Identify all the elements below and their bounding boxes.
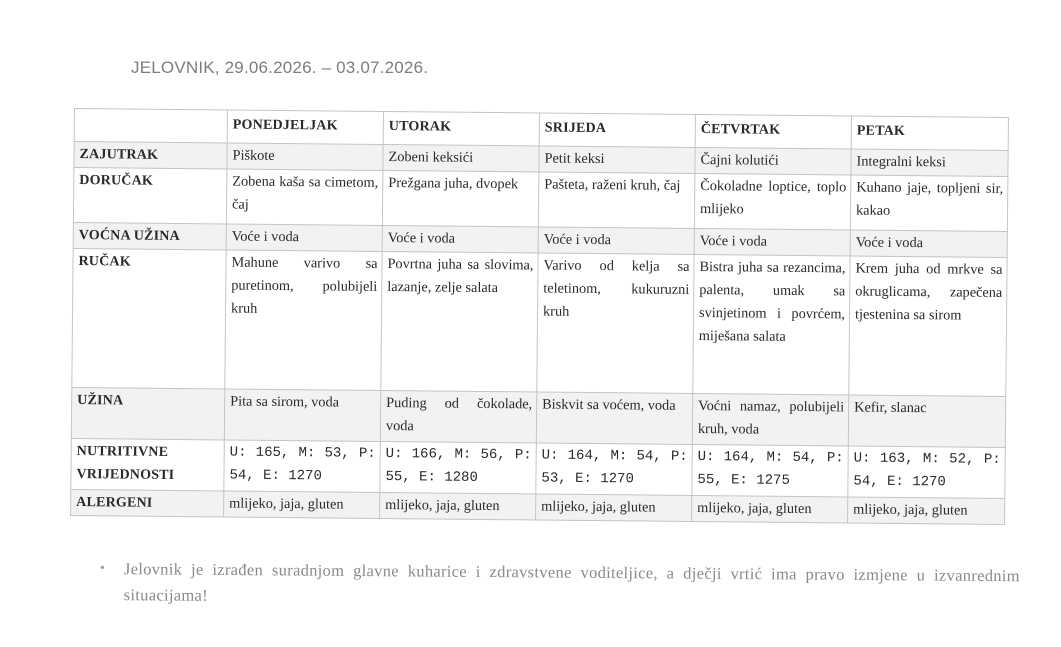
day-header-monday: PONEDJELJAK bbox=[227, 110, 383, 144]
table-row bbox=[72, 248, 1007, 396]
day-header-friday: PETAK bbox=[851, 116, 1008, 151]
menu-cell: Piškote bbox=[227, 143, 383, 170]
menu-cell: Bistra juha sa rezancima, palenta, umak sa svinjetinom i povrćem, miješana salata bbox=[693, 254, 850, 394]
allergen-cell: mlijeko, jaja, gluten bbox=[224, 491, 380, 518]
menu-cell: Pita sa sirom, voda bbox=[224, 389, 380, 441]
menu-cell: Kuhano jaje, topljeni sir, kakao bbox=[850, 175, 1008, 232]
menu-cell: Krem juha od mrkve sa okruglicama, zapečena tjestenina sa sirom bbox=[849, 256, 1007, 397]
row-label-zajutrak: ZAJUTRAK bbox=[74, 142, 227, 169]
menu-cell: Puding od čokolade, voda bbox=[380, 390, 536, 442]
menu-cell: Biskvit sa voćem, voda bbox=[536, 392, 692, 444]
allergen-cell: mlijeko, jaja, gluten bbox=[848, 497, 1005, 525]
menu-cell: Integralni keksi bbox=[851, 149, 1008, 177]
row-label-nutritivne-vrijednosti: NUTRITIVNE VRIJEDNOSTI bbox=[71, 438, 224, 490]
menu-cell: Mahune varivo sa puretinom, polubijeli kruh bbox=[225, 250, 382, 390]
row-label-dorucak: DORUČAK bbox=[73, 168, 227, 224]
menu-cell: Petit keksi bbox=[539, 146, 695, 173]
menu-cell: Voće i voda bbox=[226, 224, 382, 251]
nutrition-cell: U: 164, M: 54, P: 55, E: 1275 bbox=[692, 444, 848, 496]
allergen-cell: mlijeko, jaja, gluten bbox=[692, 495, 848, 522]
menu-cell: Varivo od kelja sa teletinom, kukuruzni kruh bbox=[537, 253, 694, 393]
menu-table bbox=[70, 108, 1009, 525]
row-label-alergeni: ALERGENI bbox=[71, 489, 224, 516]
day-header-wednesday: SRIJEDA bbox=[539, 113, 695, 147]
menu-cell: Voćni namaz, polubijeli kruh, voda bbox=[692, 393, 848, 445]
footnote-text: Jelovnik je izrađen suradnjom glavne kuharice i zdravstvene voditeljice, a dječji vrtić ima pravo izmjene u izvanrednim situacijama! bbox=[123, 559, 1020, 605]
day-header-tuesday: UTORAK bbox=[383, 111, 539, 145]
table-row bbox=[71, 438, 1005, 498]
menu-cell: Prežgana juha, dvopek bbox=[382, 170, 539, 226]
table-row bbox=[73, 168, 1007, 232]
row-label-uzina: UŽINA bbox=[71, 387, 224, 439]
row-label-vocna-uzina: VOĆNA UŽINA bbox=[73, 222, 226, 249]
row-label-rucak: RUČAK bbox=[72, 248, 226, 388]
allergen-cell: mlijeko, jaja, gluten bbox=[536, 494, 692, 521]
menu-cell: Voće i voda bbox=[382, 225, 538, 252]
menu-cell: Voće i voda bbox=[538, 227, 694, 254]
menu-cell: Povrtna juha sa slovima, lazanje, zelje salata bbox=[381, 251, 538, 391]
bullet-icon: • bbox=[99, 560, 106, 577]
menu-cell: Voće i voda bbox=[694, 228, 850, 255]
table-row bbox=[71, 387, 1005, 447]
footnote bbox=[100, 556, 1020, 615]
nutrition-cell: U: 166, M: 56, P: 55, E: 1280 bbox=[380, 441, 536, 493]
menu-cell: Voće i voda bbox=[850, 230, 1007, 258]
nutrition-cell: U: 164, M: 54, P: 53, E: 1270 bbox=[536, 443, 692, 495]
menu-cell: Kefir, slanac bbox=[848, 395, 1005, 448]
menu-cell: Zobena kaša sa cimetom, čaj bbox=[226, 169, 383, 225]
allergen-cell: mlijeko, jaja, gluten bbox=[380, 492, 536, 519]
day-header-thursday: ČETVRTAK bbox=[695, 114, 851, 148]
page-title: JELOVNIK, 29.06.2026. – 03.07.2026. bbox=[131, 58, 429, 77]
menu-cell: Zobeni keksići bbox=[383, 144, 539, 171]
menu-cell: Čokoladne loptice, toplo mlijeko bbox=[694, 173, 851, 229]
menu-table-container bbox=[70, 108, 1008, 525]
nutrition-cell: U: 165, M: 53, P: 54, E: 1270 bbox=[224, 440, 380, 492]
menu-cell: Pašteta, raženi kruh, čaj bbox=[538, 172, 695, 228]
header-corner-cell bbox=[74, 109, 227, 143]
nutrition-cell: U: 163, M: 52, P: 54, E: 1270 bbox=[848, 446, 1005, 499]
menu-cell: Čajni kolutići bbox=[695, 147, 851, 174]
